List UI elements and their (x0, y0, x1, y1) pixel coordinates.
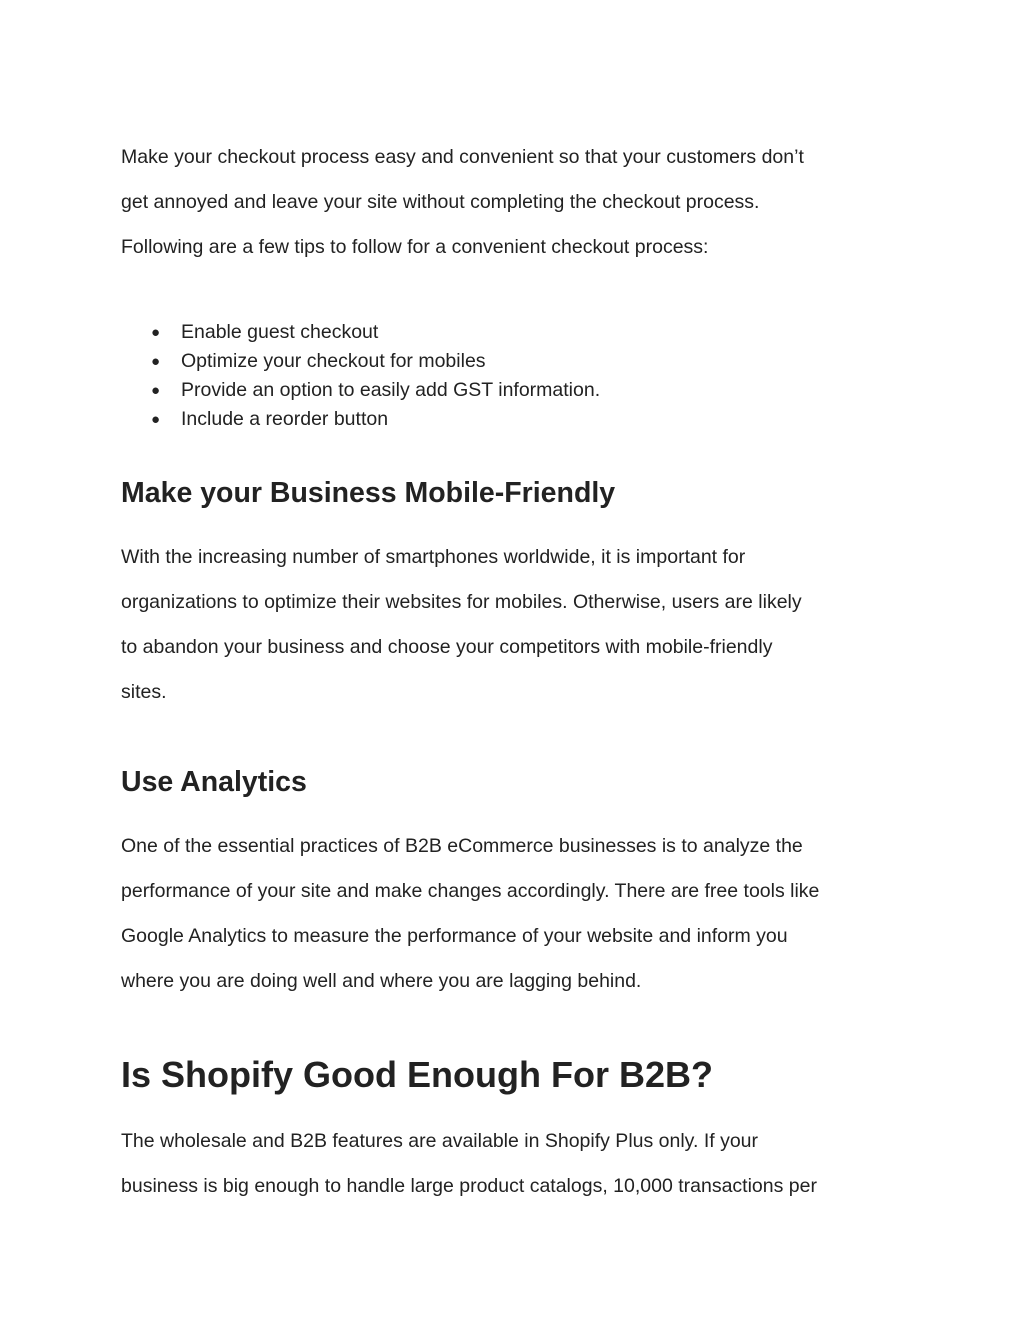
paragraph-line: performance of your site and make changes accordingly. There are free tools like (121, 880, 820, 902)
intro-paragraph (121, 135, 804, 270)
paragraph-line: One of the essential practices of B2B eCommerce businesses is to analyze the (121, 835, 803, 857)
analytics-section-paragraph (121, 824, 819, 1004)
paragraph-line: where you are doing well and where you are lagging behind. (121, 970, 642, 992)
list-item (151, 376, 600, 405)
bullet-icon: ● (151, 382, 161, 399)
list-item (151, 318, 600, 347)
shopify-section-paragraph (121, 1119, 817, 1209)
list-item-text: Include a reorder button (181, 408, 389, 430)
checkout-tips-list (151, 318, 600, 434)
paragraph-line: The wholesale and B2B features are available in Shopify Plus only. If your (121, 1130, 759, 1152)
bullet-icon: ● (151, 324, 161, 341)
intro-line: get annoyed and leave your site without completing the checkout process. (121, 191, 760, 213)
intro-line: Following are a few tips to follow for a convenient checkout process: (121, 236, 709, 258)
list-item (151, 347, 600, 376)
paragraph-line: organizations to optimize their websites for mobiles. Otherwise, users are likely (121, 591, 802, 613)
list-item (151, 405, 600, 434)
list-item-text: Enable guest checkout (181, 321, 379, 343)
shopify-section-heading: Is Shopify Good Enough For B2B? (121, 1054, 713, 1095)
mobile-section-paragraph (121, 535, 802, 715)
list-item-text: Optimize your checkout for mobiles (181, 350, 486, 372)
analytics-section-heading: Use Analytics (121, 766, 307, 798)
paragraph-line: With the increasing number of smartphones worldwide, it is important for (121, 546, 746, 568)
mobile-section-heading: Make your Business Mobile-Friendly (121, 477, 616, 509)
paragraph-line: sites. (121, 681, 167, 703)
bullet-icon: ● (151, 411, 161, 428)
paragraph-line: Google Analytics to measure the performance of your website and inform you (121, 925, 788, 947)
paragraph-line: to abandon your business and choose your competitors with mobile-friendly (121, 636, 773, 658)
paragraph-line: business is big enough to handle large product catalogs, 10,000 transactions per (121, 1175, 817, 1197)
intro-line: Make your checkout process easy and convenient so that your customers don’t (121, 146, 804, 168)
bullet-icon: ● (151, 353, 161, 370)
list-item-text: Provide an option to easily add GST information. (181, 379, 601, 401)
